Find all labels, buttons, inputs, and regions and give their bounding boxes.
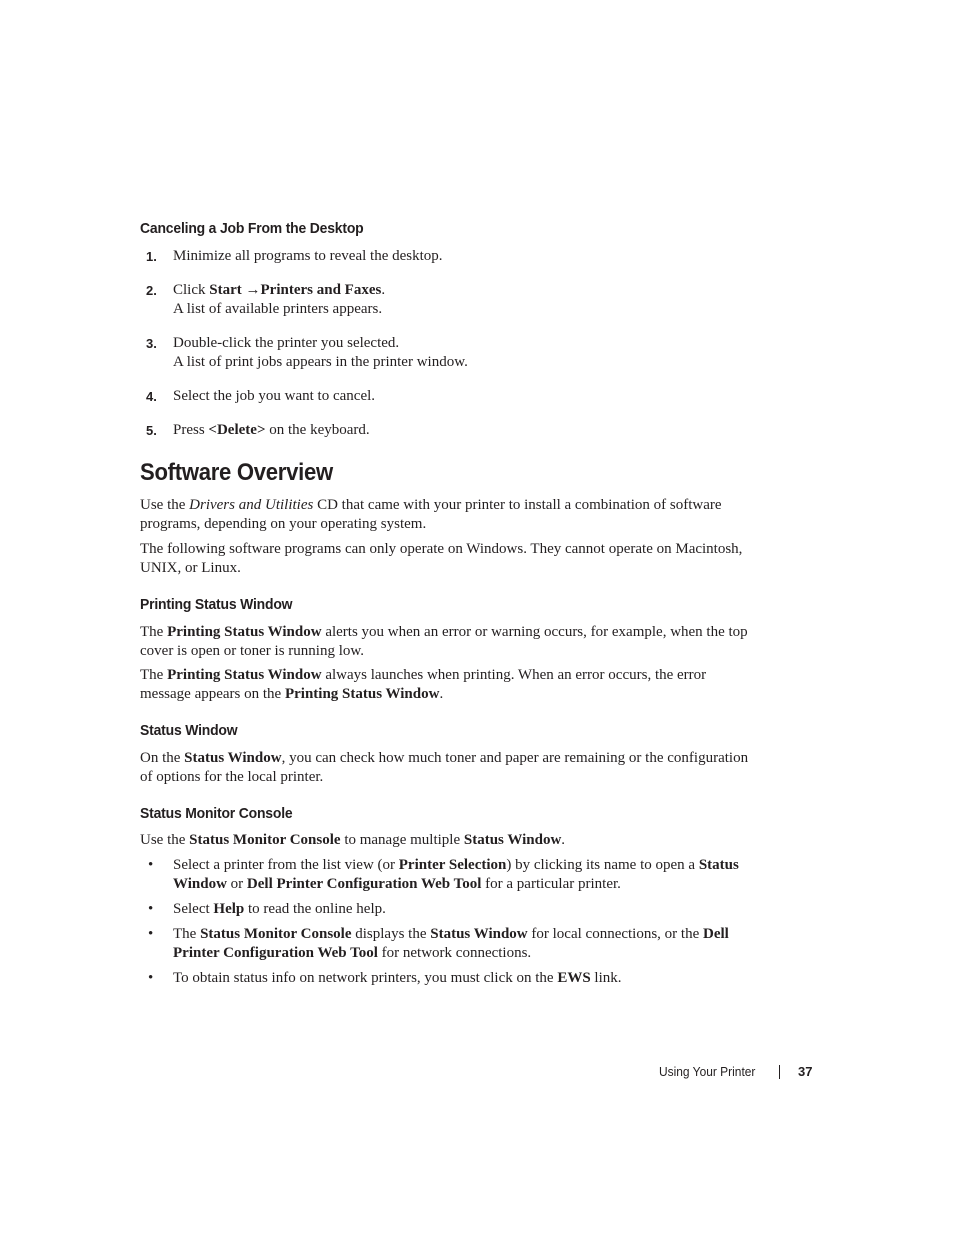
step-number: 2. (146, 283, 157, 298)
section-heading-status-monitor-console: Status Monitor Console (140, 805, 293, 822)
overview-paragraph-2: The following software programs can only operate on Windows. They cannot operate on Macintosh, UNIX, or Linux. (140, 541, 743, 576)
step-number: 5. (146, 423, 157, 438)
bullet-icon: • (148, 926, 154, 942)
footer-divider (779, 1065, 780, 1079)
step-number: 1. (146, 249, 157, 264)
arrow-icon: → (245, 282, 261, 298)
printing-status-paragraph-2: The Printing Status Window always launches when printing. When an error occurs, the error message appears on the Printing Status Window. (140, 667, 707, 702)
start-menu-label: Start (209, 282, 242, 298)
page-title-software-overview: Software Overview (140, 459, 333, 486)
step-number: 4. (146, 389, 157, 404)
section-heading-status-window: Status Window (140, 722, 238, 739)
section-heading-canceling-job: Canceling a Job From the Desktop (140, 220, 364, 237)
printers-and-faxes-label: Printers and Faxes (260, 282, 382, 298)
printing-status-paragraph-1: The Printing Status Window alerts you when an error or warning occurs, for example, when the top cover is open or toner is running low. (140, 624, 748, 659)
footer-chapter-label: Using Your Printer (659, 1064, 756, 1079)
delete-key-label: <Delete> (208, 422, 266, 438)
overview-paragraph-1: Use the Drivers and Utilities CD that came with your printer to install a combination of software programs, depending on your operating system. (140, 497, 722, 532)
page-number: 37 (798, 1064, 813, 1079)
section-heading-printing-status-window: Printing Status Window (140, 596, 293, 613)
document-page: Canceling a Job From the Desktop 1. Minimize all programs to reveal the desktop. 2. Click Start →Printers and Faxes. A list of available printers appears. 3. Double-click the printer you selected. A list of print jobs appears in the printer window. 4. Select the job you want to cancel. 5. Press <Delete> on the keyboard. Software Overview Use the Drivers and Utilities CD that came with your printer to install a combination of software programs, depending on your operating system. The following software programs can only operate on Windows. They cannot operate on Macintosh, UNIX, or Linux. Printing Status Window The Printing Status Window alerts you when an error or warning occurs, for example, when the top cover is open or toner is running low. The Printing Status Window always launches when printing. When an error occurs, the error message appears on the Printing Status Window. Status Window On the Status Window, you can check how much toner and paper are remaining or the configuration of options for the local printer. Status Monitor Console Use the Status Monitor Console to manage multiple Status Window. • Select a printer from the list view (or Printer Selection) by clicking its name to open a Status Window or Dell Printer Configuration Web Tool for a particular printer. • Select Help to read the online help. • The Status Monitor Console displays the Status Window for local connections, or the Dell Printer Configuration Web Tool for network connections. • To obtain status info on network printers, you must click on the EWS link. Using Your Printer 37 (140, 220, 813, 1079)
bullet-icon: • (148, 970, 154, 986)
bullet-icon: • (148, 901, 154, 917)
step-number: 3. (146, 336, 157, 351)
bullet-icon: • (148, 857, 154, 873)
status-window-paragraph: On the Status Window, you can check how much toner and paper are remaining or the configuration of options for the local printer. (140, 750, 749, 785)
status-monitor-paragraph: Use the Status Monitor Console to manage multiple Status Window. (140, 832, 566, 848)
